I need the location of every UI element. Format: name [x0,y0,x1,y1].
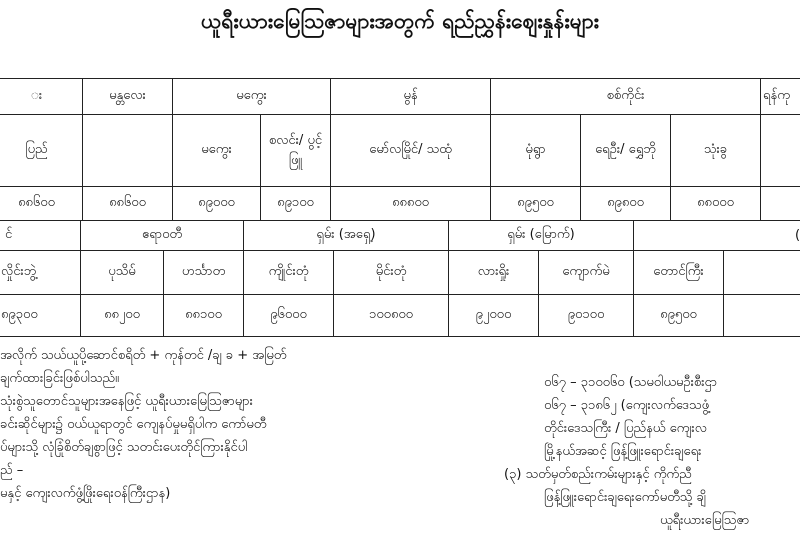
town-cell: လှိုင်းဘွဲ့ [0,251,81,295]
price-cell: ၈၈၆၀၀ [83,187,173,221]
price-cell: ၈၉၅၀၀ [634,295,724,337]
town-cell [761,115,800,187]
town-cell [83,115,173,187]
town-cell: ရေဦး/ ရွှေဘို [581,115,671,187]
region-header: ရှမ်း (မြောက်) [449,221,634,251]
town-cell: မော်လမြိုင်/ သထုံ [331,115,491,187]
note-line: ၀၆၇ – ၃၁၈၆၂ (ကျေးလက်ဒေသဖွံ့ [544,398,710,413]
note-line: အလိုက် သယ်ယူပို့ဆောင်စရိတ် + ကုန်တင် /ချ ခ + အမြတ် [0,348,287,363]
price-cell: ၈၈၁၀၀ [164,295,244,337]
town-cell: မုံရွာ [491,115,581,187]
note-line: ဖြန့်ဖြူးရောင်းချရေးကော်မတီသို့ ချိ [544,490,706,505]
notes-right [500,371,800,532]
town-cell: သုံးခွ [671,115,761,187]
price-cell: ၉၆၀၀၀ [244,295,334,337]
note-line: ပ်များသို့ လုံခြုံစိတ်ချစွာဖြင့် သတင်းပေးတိုင်ကြားနိုင်ပါ [0,440,248,455]
town-cell: လားရှိုး [449,251,539,295]
note-line: မနှင့် ကျေးလက်ဖွံ့ဖြိုးရေးဝန်ကြီးဌာန) [0,486,171,501]
town-cell: ကျောက်မဲ [539,251,634,295]
region-header: ဧရာဝတီ [81,221,244,251]
note-line: ည် – [0,463,24,478]
town-cell: ကျိုင်းတုံ [244,251,334,295]
region-header: င် [0,221,81,251]
price-cell: ၈၈၂၀၀ [81,295,164,337]
town-cell: ဟင်္သာတ [164,251,244,295]
region-header: မွန် [331,79,491,115]
price-cell: ၉၂၀၀၀ [449,295,539,337]
price-cell [761,187,800,221]
town-cell: တောင်ကြီး [634,251,724,295]
price-table-top [0,78,800,221]
price-cell: ၉၀၁၀၀ [539,295,634,337]
note-line: ၀၆၇ – ၃၁၀၀၆၀ (သမဝါယမဦးစီးဌာ [544,375,718,390]
note-line: (၃) သတ်မှတ်စည်းကမ်းများနှင့် ကိုက်ညီ [504,467,692,482]
price-cell: ၈၉၈၀၀ [581,187,671,221]
note-line: တိုင်းဒေသကြီး / ပြည်နယ် ကျေးလ [544,421,707,436]
town-cell [724,251,800,295]
region-header: မန္တလေး [83,79,173,115]
price-table-bottom [0,220,800,337]
note-line: ခင်းဆိုင်များ၌ ဝယ်ယူရာတွင် ကျေနပ်မှုမရှိပါက ကော်မတီ [0,417,267,432]
price-cell: ၈၉၃၀၀ [0,295,81,337]
note-line: ချက်ထားခြင်းဖြစ်ပါသည်။ [0,371,119,386]
note-line: ယူရီးယားမြေသြဇာ [660,513,750,528]
town-cell: ပုသိမ် [81,251,164,295]
region-header: ရှမ်း (အရှေ့) [244,221,449,251]
town-cell: မိုင်းတုံ [334,251,449,295]
price-cell: ၁၀၀၈၀၀ [334,295,449,337]
price-cell: ၈၉၁၀၀ [261,187,331,221]
note-line: မြို့နယ်အဆင့် ဖြန့်ဖြူးရောင်းချရေး [544,444,702,459]
price-cell: ၈၉၀၀၀ [173,187,261,221]
page-title: ယူရီးယားမြေသြဇာများအတွက် ရည်ညွှန်းဈေးနှုန်းများ [200,9,599,33]
price-cell [724,295,800,337]
town-cell: စလင်း/ ပွင့်ဖြူ [261,115,331,187]
region-header: စစ်ကိုင်း [491,79,761,115]
region-header: ရန်ကု [761,79,800,115]
region-header: း [0,79,83,115]
price-cell: ၈၈၀၀၀ [671,187,761,221]
price-cell: ၈၈၈၀၀ [331,187,491,221]
region-header: မကွေး [173,79,331,115]
town-cell: မကွေး [173,115,261,187]
price-cell: ၈၈၆၀၀ [0,187,83,221]
town-cell: ပြည် [0,115,83,187]
note-line: သုံးစွဲသူတောင်သူများအနေဖြင့် ယူရီးယားမြေသြဇာများ [0,394,253,409]
region-header: ( [634,221,800,251]
price-cell: ၈၉၅၀၀ [491,187,581,221]
notes-left [0,344,470,505]
